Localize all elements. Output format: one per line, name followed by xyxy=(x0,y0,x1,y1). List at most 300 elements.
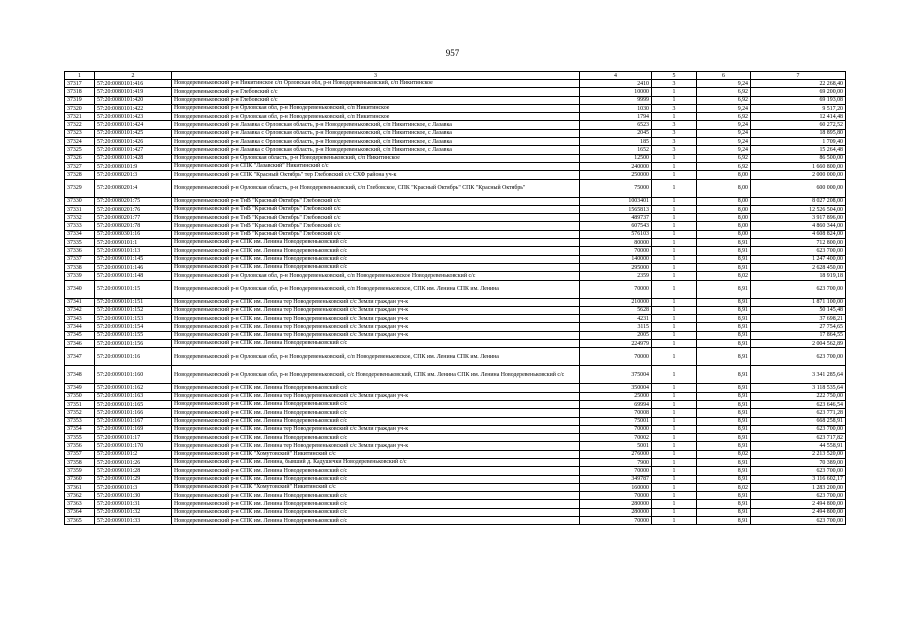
rate-cell: 8,91 xyxy=(697,366,751,384)
row-number-cell: 37362 xyxy=(65,492,95,500)
cadastral-number-cell: 57:20:0090101:151 xyxy=(95,298,172,306)
table-row xyxy=(65,272,846,280)
cadastral-number-cell: 57:20:0080201:3 xyxy=(95,171,172,179)
value-cell: 60 272,52 xyxy=(751,121,846,129)
value-cell: 86 500,00 xyxy=(751,154,846,162)
cadastral-number-cell: 57:20:0080201:75 xyxy=(95,197,172,205)
cadastral-number-cell: 57:20:0090101:29 xyxy=(95,475,172,483)
row-number-cell: 37356 xyxy=(65,442,95,450)
row-number-cell: 37357 xyxy=(65,450,95,458)
cadastral-number-cell: 57:20:0090101:33 xyxy=(95,517,172,525)
row-number-cell: 37330 xyxy=(65,197,95,205)
location-cell: Новодеревеньковский р-н СПК им. Ленина Новодеревеньковский с/с xyxy=(172,434,580,442)
location-cell: Новодеревеньковский р-н ТнВ "Красный Октябрь" Глебовский с/с xyxy=(172,197,580,205)
rate-cell: 8,02 xyxy=(697,272,751,280)
row-number-cell: 37364 xyxy=(65,508,95,516)
table-row xyxy=(65,417,846,425)
rate-cell: 8,91 xyxy=(697,392,751,400)
cadastral-number-cell: 57:20:0080301:16 xyxy=(95,230,172,238)
table-row xyxy=(65,434,846,442)
area-cell: 70000 xyxy=(580,517,652,525)
location-cell: Новодеревеньковский р-н Глебовский с/с xyxy=(172,96,580,104)
value-cell: 1 871 100,00 xyxy=(751,298,846,306)
value-cell: 712 800,00 xyxy=(751,239,846,247)
area-cell: 69994 xyxy=(580,400,652,408)
location-cell: Новодеревеньковский р-н СПК им. Ленина Новодеревеньковский с/с xyxy=(172,409,580,417)
area-cell: 185 xyxy=(580,138,652,146)
area-cell: 280000 xyxy=(580,508,652,516)
area-cell: 6523 xyxy=(580,121,652,129)
category-cell: 1 xyxy=(652,340,697,348)
value-cell: 2 494 800,00 xyxy=(751,508,846,516)
value-cell: 22 268,40 xyxy=(751,80,846,88)
value-cell: 27 754,65 xyxy=(751,323,846,331)
value-cell: 3 917 896,00 xyxy=(751,214,846,222)
rate-cell: 8,91 xyxy=(697,315,751,323)
category-cell: 1 xyxy=(652,247,697,255)
rate-cell: 8,00 xyxy=(697,214,751,222)
column-header: 6 xyxy=(697,72,751,80)
area-cell: 25000 xyxy=(580,392,652,400)
table-row xyxy=(65,467,846,475)
area-cell: 2410 xyxy=(580,80,652,88)
area-cell: 70000 xyxy=(580,425,652,433)
value-cell: 69 200,00 xyxy=(751,88,846,96)
area-cell: 210000 xyxy=(580,298,652,306)
location-cell: Новодеревеньковский р-н Глебовский с/с xyxy=(172,88,580,96)
table-row xyxy=(65,121,846,129)
table-row xyxy=(65,348,846,366)
row-number-cell: 37365 xyxy=(65,517,95,525)
table-row xyxy=(65,162,846,170)
value-cell: 2 494 800,00 xyxy=(751,500,846,508)
table-row xyxy=(65,384,846,392)
table-header-row xyxy=(65,72,846,80)
row-number-cell: 37351 xyxy=(65,400,95,408)
value-cell: 3 341 285,64 xyxy=(751,366,846,384)
category-cell: 1 xyxy=(652,171,697,179)
location-cell: Новодеревеньковский р-н СПК им. Ленина Новодеревеньковский с/с xyxy=(172,492,580,500)
category-cell: 1 xyxy=(652,88,697,96)
location-cell: Новодеревеньковский р-н СПК им. Ленина Новодеревеньковский с/с xyxy=(172,517,580,525)
category-cell: 1 xyxy=(652,409,697,417)
table-row xyxy=(65,517,846,525)
row-number-cell: 37336 xyxy=(65,247,95,255)
category-cell: 3 xyxy=(652,104,697,112)
category-cell: 1 xyxy=(652,263,697,271)
rate-cell: 9,24 xyxy=(697,104,751,112)
cadastral-number-cell: 57:20:0090101:2 xyxy=(95,450,172,458)
table-row xyxy=(65,80,846,88)
rate-cell: 8,00 xyxy=(697,197,751,205)
category-cell: 3 xyxy=(652,129,697,137)
cadastral-number-cell: 57:20:0090101:165 xyxy=(95,400,172,408)
column-header: 1 xyxy=(65,72,95,80)
table-row xyxy=(65,315,846,323)
location-cell: Новодеревеньковский р-н СПК "Красный Октябрь" тер Глебовский с/с СХФ района уч-к xyxy=(172,171,580,179)
table-row xyxy=(65,104,846,112)
value-cell: 600 000,00 xyxy=(751,179,846,197)
rate-cell: 8,91 xyxy=(697,400,751,408)
cadastral-number-cell: 57:20:0080201:77 xyxy=(95,214,172,222)
table-row xyxy=(65,400,846,408)
category-cell: 1 xyxy=(652,162,697,170)
row-number-cell: 37347 xyxy=(65,348,95,366)
row-number-cell: 37363 xyxy=(65,500,95,508)
value-cell: 623 700,00 xyxy=(751,492,846,500)
table-row xyxy=(65,263,846,271)
area-cell: 607543 xyxy=(580,222,652,230)
area-cell: 2359 xyxy=(580,272,652,280)
cadastral-number-cell: 57:20:0090101:169 xyxy=(95,425,172,433)
table-row xyxy=(65,96,846,104)
location-cell: Новодеревеньковский р-н СПК им. Ленина Новодеревеньковский с/с xyxy=(172,384,580,392)
location-cell: Новодеревеньковский р-н СПК им. Ленина Новодеревеньковский с/с xyxy=(172,255,580,263)
value-cell: 69 193,08 xyxy=(751,96,846,104)
rate-cell: 9,24 xyxy=(697,80,751,88)
value-cell: 3 118 535,64 xyxy=(751,384,846,392)
value-cell: 1 660 800,00 xyxy=(751,162,846,170)
cadastral-number-cell: 57:20:0080201:4 xyxy=(95,179,172,197)
area-cell: 375004 xyxy=(580,366,652,384)
location-cell: Новодеревеньковский р-н СПК им. Ленина Новодеревеньковский с/с xyxy=(172,467,580,475)
row-number-cell: 37355 xyxy=(65,434,95,442)
area-cell: 1003401 xyxy=(580,197,652,205)
area-cell: 75000 xyxy=(580,179,652,197)
value-cell: 4 608 824,00 xyxy=(751,230,846,238)
area-cell: 240000 xyxy=(580,162,652,170)
category-cell: 1 xyxy=(652,197,697,205)
category-cell: 1 xyxy=(652,392,697,400)
location-cell: Новодеревеньковский р-н Орловская обл, р-н Новодеревеньковский, с/п Новодеревеньковское Новодеревеньковский с/с xyxy=(172,272,580,280)
rate-cell: 8,00 xyxy=(697,222,751,230)
row-number-cell: 37325 xyxy=(65,146,95,154)
value-cell: 3 116 602,17 xyxy=(751,475,846,483)
area-cell: 5001 xyxy=(580,442,652,450)
table-row xyxy=(65,197,846,205)
area-cell: 80000 xyxy=(580,239,652,247)
table-row xyxy=(65,442,846,450)
table-body xyxy=(65,80,846,525)
category-cell: 1 xyxy=(652,315,697,323)
cadastral-number-cell: 57:20:0090101:17 xyxy=(95,434,172,442)
value-cell: 50 145,48 xyxy=(751,306,846,314)
area-cell: 70000 xyxy=(580,247,652,255)
area-cell: 276000 xyxy=(580,450,652,458)
rate-cell: 6,92 xyxy=(697,154,751,162)
cadastral-number-cell: 57:20:0090101:160 xyxy=(95,366,172,384)
location-cell: Новодеревеньковский р-н ТнВ "Красный Октябрь" Глебовский с/с xyxy=(172,230,580,238)
category-cell: 1 xyxy=(652,475,697,483)
rate-cell: 8,00 xyxy=(697,179,751,197)
value-cell: 623 700,00 xyxy=(751,467,846,475)
value-cell: 2 213 520,00 xyxy=(751,450,846,458)
rate-cell: 8,91 xyxy=(697,442,751,450)
location-cell: Новодеревеньковский р-н СПК им. Ленина тер Новодеревеньковский с/с Земли граждан уч-к xyxy=(172,323,580,331)
cadastral-number-cell: 57:20:0080101:427 xyxy=(95,146,172,154)
location-cell: Новодеревеньковский р-н Лазавка с Орловская область, р-н Новодеревеньковский, с/п Никитинское, с Лазавка xyxy=(172,146,580,154)
table-row xyxy=(65,255,846,263)
location-cell: Новодеревеньковский р-н СПК "Лазавский" Никитинский с/с xyxy=(172,162,580,170)
row-number-cell: 37349 xyxy=(65,384,95,392)
cadastral-number-cell: 57:20:0090101:166 xyxy=(95,409,172,417)
table-row xyxy=(65,205,846,213)
rate-cell: 8,91 xyxy=(697,434,751,442)
area-cell: 1652 xyxy=(580,146,652,154)
value-cell: 70 389,00 xyxy=(751,458,846,466)
cadastral-number-cell: 57:20:0090101:153 xyxy=(95,315,172,323)
cadastral-number-cell: 57:20:0080101:416 xyxy=(95,80,172,88)
rate-cell: 8,91 xyxy=(697,247,751,255)
cadastral-number-cell: 57:20:0090101:167 xyxy=(95,417,172,425)
location-cell: Новодеревеньковский р-н СПК им. Ленина Новодеревеньковский с/с xyxy=(172,500,580,508)
table-row xyxy=(65,298,846,306)
category-cell: 1 xyxy=(652,500,697,508)
rate-cell: 8,91 xyxy=(697,492,751,500)
table-row xyxy=(65,129,846,137)
rate-cell: 8,91 xyxy=(697,475,751,483)
category-cell: 1 xyxy=(652,154,697,162)
area-cell: 9999 xyxy=(580,96,652,104)
cadastral-number-cell: 57:20:0090101:146 xyxy=(95,263,172,271)
row-number-cell: 37346 xyxy=(65,340,95,348)
category-cell: 3 xyxy=(652,80,697,88)
area-cell: 1565813 xyxy=(580,205,652,213)
category-cell: 1 xyxy=(652,442,697,450)
row-number-cell: 37337 xyxy=(65,255,95,263)
row-number-cell: 37333 xyxy=(65,222,95,230)
cadastral-number-cell: 57:20:0090101:16 xyxy=(95,348,172,366)
page-number: 957 xyxy=(445,48,460,58)
row-number-cell: 37343 xyxy=(65,315,95,323)
rate-cell: 8,91 xyxy=(697,425,751,433)
table-row xyxy=(65,239,846,247)
value-cell: 12 526 504,00 xyxy=(751,205,846,213)
location-cell: Новодеревеньковский р-н СПК им. Ленина Новодеревеньковский с/с xyxy=(172,508,580,516)
location-cell: Новодеревеньковский р-н СПК им. Ленина тер Новодеревеньковский с/с Земли граждан уч-к xyxy=(172,306,580,314)
area-cell: 7900 xyxy=(580,458,652,466)
area-cell: 489737 xyxy=(580,214,652,222)
cadastral-number-cell: 57:20:0090101:148 xyxy=(95,272,172,280)
table-row xyxy=(65,280,846,298)
value-cell: 623 700,00 xyxy=(751,517,846,525)
area-cell: 1794 xyxy=(580,113,652,121)
value-cell: 44 558,91 xyxy=(751,442,846,450)
cadastral-number-cell: 57:20:0090101:13 xyxy=(95,247,172,255)
location-cell: Новодеревеньковский р-н Орловская обл, р-н Новодеревеньковский, с/с Новодеревеньковский, СПК им. Ленина СПК им. Ленина Новодеревеньковский с/с xyxy=(172,366,580,384)
location-cell: Новодеревеньковский р-н Лазавка с Орловская область, р-н Новодеревеньковский, с/п Никитинское, с Лазавка xyxy=(172,121,580,129)
value-cell: 12 414,48 xyxy=(751,113,846,121)
cadastral-number-cell: 57:20:0080201:76 xyxy=(95,205,172,213)
rate-cell: 8,91 xyxy=(697,348,751,366)
rate-cell: 8,00 xyxy=(697,230,751,238)
column-header: 5 xyxy=(652,72,697,80)
cadastral-number-cell: 57:20:0090101:145 xyxy=(95,255,172,263)
location-cell: Новодеревеньковский р-н ТнВ "Красный Октябрь" Глебовский с/с xyxy=(172,214,580,222)
area-cell: 75001 xyxy=(580,417,652,425)
category-cell: 1 xyxy=(652,508,697,516)
category-cell: 1 xyxy=(652,179,697,197)
area-cell: 350004 xyxy=(580,384,652,392)
row-number-cell: 37339 xyxy=(65,272,95,280)
location-cell: Новодеревеньковский р-н СПК "Хомутовский" Никитинский с/с xyxy=(172,450,580,458)
category-cell: 1 xyxy=(652,222,697,230)
rate-cell: 6,92 xyxy=(697,162,751,170)
row-number-cell: 37352 xyxy=(65,409,95,417)
area-cell: 10000 xyxy=(580,88,652,96)
row-number-cell: 37334 xyxy=(65,230,95,238)
rate-cell: 8,02 xyxy=(697,450,751,458)
category-cell: 1 xyxy=(652,214,697,222)
location-cell: Новодеревеньковский р-н Орловская обл, р-н Новодеревеньковский, с/п Никитинское xyxy=(172,104,580,112)
row-number-cell: 37342 xyxy=(65,306,95,314)
rate-cell: 8,91 xyxy=(697,508,751,516)
cadastral-number-cell: 57:20:0080101:420 xyxy=(95,96,172,104)
row-number-cell: 37348 xyxy=(65,366,95,384)
table-row xyxy=(65,306,846,314)
row-number-cell: 37361 xyxy=(65,483,95,491)
area-cell: 576103 xyxy=(580,230,652,238)
area-cell: 5628 xyxy=(580,306,652,314)
value-cell: 8 027 208,00 xyxy=(751,197,846,205)
rate-cell: 8,91 xyxy=(697,417,751,425)
location-cell: Новодеревеньковский р-н СПК им. Ленина, бывший д. Кадушечки Новодеревеньковский с/с xyxy=(172,458,580,466)
cadastral-number-cell: 57:20:0090101:155 xyxy=(95,331,172,339)
cadastral-number-cell: 57:20:0090101:154 xyxy=(95,323,172,331)
table-row xyxy=(65,247,846,255)
cadastral-number-cell: 57:20:0080101:426 xyxy=(95,138,172,146)
category-cell: 1 xyxy=(652,348,697,366)
category-cell: 1 xyxy=(652,331,697,339)
rate-cell: 8,91 xyxy=(697,255,751,263)
rate-cell: 8,91 xyxy=(697,409,751,417)
row-number-cell: 37320 xyxy=(65,104,95,112)
location-cell: Новодеревеньковский р-н СПК им. Ленина Новодеревеньковский с/с xyxy=(172,247,580,255)
rate-cell: 8,91 xyxy=(697,306,751,314)
cadastral-number-cell: 57:20:0080201:78 xyxy=(95,222,172,230)
rate-cell: 8,00 xyxy=(697,171,751,179)
area-cell: 4231 xyxy=(580,315,652,323)
value-cell: 9 517,20 xyxy=(751,104,846,112)
row-number-cell: 37338 xyxy=(65,263,95,271)
table-row xyxy=(65,340,846,348)
value-cell: 4 860 344,00 xyxy=(751,222,846,230)
area-cell: 160000 xyxy=(580,483,652,491)
area-cell: 349787 xyxy=(580,475,652,483)
category-cell: 1 xyxy=(652,113,697,121)
value-cell: 1 247 400,00 xyxy=(751,255,846,263)
rate-cell: 9,24 xyxy=(697,138,751,146)
location-cell: Новодеревеньковский р-н СПК им. Ленина тер Новодеревеньковский с/с Земли граждан уч-к xyxy=(172,315,580,323)
cadastral-number-cell: 57:20:0080101:424 xyxy=(95,121,172,129)
table-row xyxy=(65,171,846,179)
rate-cell: 8,02 xyxy=(697,483,751,491)
area-cell: 280000 xyxy=(580,500,652,508)
cadastral-number-cell: 57:20:0090101:32 xyxy=(95,508,172,516)
location-cell: Новодеревеньковский р-н Орловская обл, р-н Новодеревеньковский, с/п Новодеревеньковское, СПК им. Ленина СПК им. Ленина xyxy=(172,348,580,366)
location-cell: Новодеревеньковский р-н СПК им. Ленина Новодеревеньковский с/с xyxy=(172,340,580,348)
table-row xyxy=(65,500,846,508)
value-cell: 623 771,28 xyxy=(751,409,846,417)
value-cell: 15 264,48 xyxy=(751,146,846,154)
cadastral-number-cell: 57:20:0090101:30 xyxy=(95,492,172,500)
row-number-cell: 37340 xyxy=(65,280,95,298)
cadastral-number-cell: 57:20:0080101:425 xyxy=(95,129,172,137)
area-cell: 70000 xyxy=(580,467,652,475)
cadastral-number-cell: 57:20:0090101:3 xyxy=(95,483,172,491)
table-row xyxy=(65,323,846,331)
location-cell: Новодеревеньковский р-н Никитинское с/п Орловская обл, р-н Новодеревеньковский, с/п Никитинское xyxy=(172,80,580,88)
value-cell: 623 700,00 xyxy=(751,348,846,366)
location-cell: Новодеревеньковский р-н Орловская область, р-н Новодеревеньковский, с/п Глебовское, СПК "Красный Октябрь" СПК "Красный Октябрь" xyxy=(172,179,580,197)
location-cell: Новодеревеньковский р-н Лазавка с Орловская область, р-н Новодеревеньковский, с/п Никитинское, с Лазавка xyxy=(172,138,580,146)
table-row xyxy=(65,475,846,483)
location-cell: Новодеревеньковский р-н ТнВ "Красный Октябрь" Глебовский с/с xyxy=(172,205,580,213)
table-row xyxy=(65,450,846,458)
table-row xyxy=(65,508,846,516)
category-cell: 1 xyxy=(652,205,697,213)
rate-cell: 9,24 xyxy=(697,129,751,137)
row-number-cell: 37327 xyxy=(65,162,95,170)
row-number-cell: 37324 xyxy=(65,138,95,146)
category-cell: 1 xyxy=(652,517,697,525)
value-cell: 2 004 562,89 xyxy=(751,340,846,348)
area-cell: 70008 xyxy=(580,409,652,417)
rate-cell: 8,91 xyxy=(697,263,751,271)
column-header: 2 xyxy=(95,72,172,80)
row-number-cell: 37328 xyxy=(65,171,95,179)
location-cell: Новодеревеньковский р-н Орловская обл, р-н Новодеревеньковский, с/п Никитинское xyxy=(172,113,580,121)
area-cell: 70000 xyxy=(580,280,652,298)
row-number-cell: 37344 xyxy=(65,323,95,331)
row-number-cell: 37335 xyxy=(65,239,95,247)
value-cell: 37 698,21 xyxy=(751,315,846,323)
value-cell: 1 709,40 xyxy=(751,138,846,146)
table-row xyxy=(65,392,846,400)
category-cell: 1 xyxy=(652,96,697,104)
category-cell: 1 xyxy=(652,366,697,384)
value-cell: 668 258,91 xyxy=(751,417,846,425)
category-cell: 3 xyxy=(652,138,697,146)
category-cell: 1 xyxy=(652,467,697,475)
cadastral-number-cell: 57:20:0090101:163 xyxy=(95,392,172,400)
row-number-cell: 37322 xyxy=(65,121,95,129)
cadastral-number-cell: 57:20:0080101:419 xyxy=(95,88,172,96)
area-cell: 140000 xyxy=(580,255,652,263)
row-number-cell: 37345 xyxy=(65,331,95,339)
table-row xyxy=(65,331,846,339)
table-row xyxy=(65,179,846,197)
rate-cell: 8,91 xyxy=(697,239,751,247)
rate-cell: 6,92 xyxy=(697,88,751,96)
rate-cell: 8,91 xyxy=(697,458,751,466)
value-cell: 2 000 000,00 xyxy=(751,171,846,179)
rate-cell: 6,92 xyxy=(697,113,751,121)
column-header: 3 xyxy=(172,72,580,80)
table-row xyxy=(65,88,846,96)
row-number-cell: 37360 xyxy=(65,475,95,483)
location-cell: Новодеревеньковский р-н СПК им. Ленина Новодеревеньковский с/с xyxy=(172,400,580,408)
cadastral-number-cell: 57:20:0090101:162 xyxy=(95,384,172,392)
area-cell: 70000 xyxy=(580,492,652,500)
area-cell: 70002 xyxy=(580,434,652,442)
location-cell: Новодеревеньковский р-н СПК им. Ленина тер Новодеревеньковский с/с Земли граждан уч-к xyxy=(172,392,580,400)
table-row xyxy=(65,230,846,238)
location-cell: Новодеревеньковский р-н СПК им. Ленина тер Новодеревеньковский с/с Земли граждан уч-к xyxy=(172,298,580,306)
category-cell: 1 xyxy=(652,255,697,263)
area-cell: 250000 xyxy=(580,171,652,179)
category-cell: 1 xyxy=(652,400,697,408)
